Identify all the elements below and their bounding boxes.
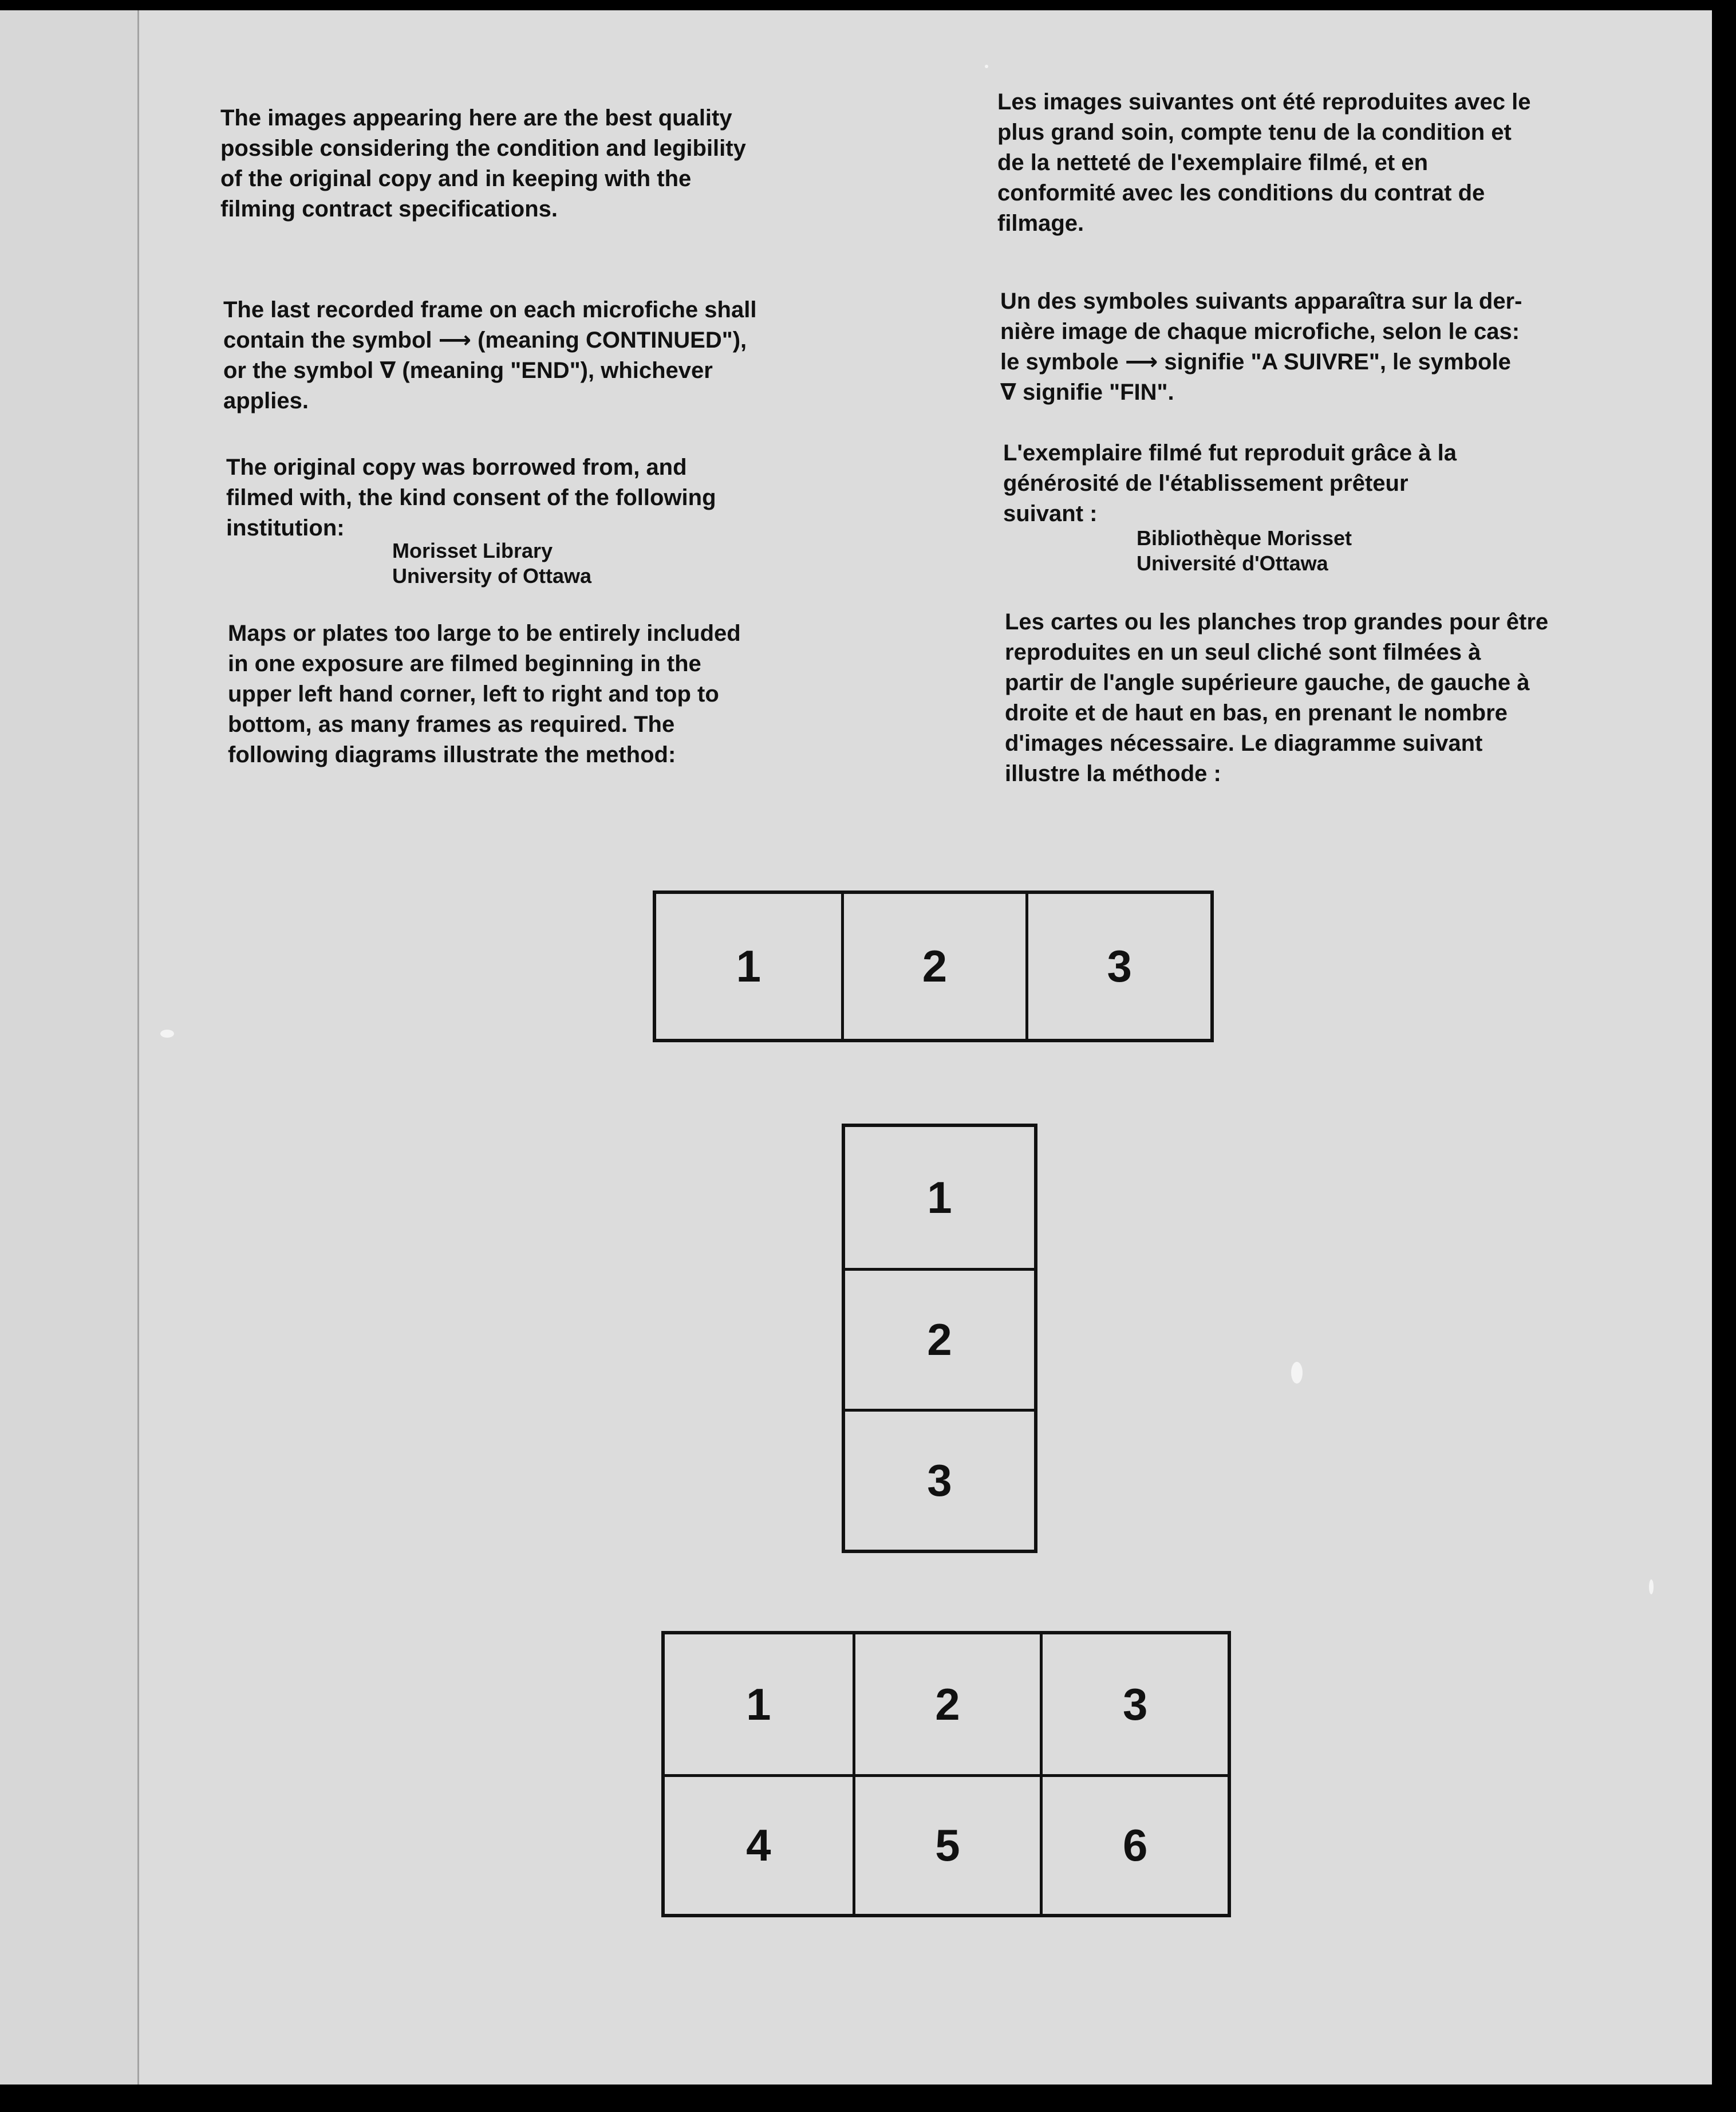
dust-speck bbox=[160, 1030, 174, 1038]
frame-cell: 2 bbox=[853, 1634, 1040, 1774]
french-borrowed-note: L'exemplaire filmé fut reproduit grâce à la générosité de l'établissement prêteur suivant : bbox=[1003, 440, 1457, 526]
diagram-vertical-frames bbox=[842, 1124, 1037, 1553]
film-border-right bbox=[1712, 0, 1736, 2112]
french-maps-note: Les cartes ou les planches trop grandes pour être reproduites en un seul cliché sont filmées à partir de l'angle supérieure gauche, de gauche à droite et de haut en bas, en prenant le nombre d'images nécessaire. Le diagramme suivant illustre la méthode : bbox=[1005, 609, 1549, 786]
frame-cell: 6 bbox=[1040, 1774, 1228, 1914]
frame-cell: 2 bbox=[845, 1268, 1034, 1409]
frame-cell: 3 bbox=[1040, 1634, 1228, 1774]
english-symbol-note: The last recorded frame on each microfiche shall contain the symbol ⟶ (meaning CONTINUED"), or the symbol ∇ (meaning "END"), whichever applies. bbox=[223, 297, 757, 413]
frame-cell: 4 bbox=[665, 1774, 853, 1914]
frame-cell: 5 bbox=[853, 1774, 1040, 1914]
frame-cell: 1 bbox=[927, 1172, 952, 1223]
diagram-block-frames bbox=[661, 1631, 1231, 1917]
english-borrowed-note: The original copy was borrowed from, and filmed with, the kind consent of the following institution: bbox=[226, 455, 716, 541]
frame-cell: 1 bbox=[746, 1678, 771, 1729]
english-institution: Morisset Library University of Ottawa bbox=[392, 539, 592, 588]
french-quality-note: Les images suivantes ont été reproduites avec le plus grand soin, compte tenu de la condition et de la netteté de l'exemplaire filmé, et en conformité avec les conditions du contrat de filmage. bbox=[997, 89, 1531, 236]
frame-cell: 3 bbox=[845, 1409, 1034, 1550]
fold-line bbox=[137, 10, 139, 2085]
english-maps-note: Maps or plates too large to be entirely included in one exposure are filmed beginning in the upper left hand corner, left to right and top to bottom, as many frames as required. The following diagrams illustrate the method: bbox=[228, 621, 741, 767]
dust-speck bbox=[985, 65, 988, 68]
french-symbol-note: Un des symboles suivants apparaîtra sur la der- nière image de chaque microfiche, selon le cas: le symbole ⟶ signifie "A SUIVRE", le symbole ∇ signifie "FIN". bbox=[1000, 289, 1522, 405]
dust-speck bbox=[1649, 1579, 1654, 1594]
diagram-horizontal-frames bbox=[653, 890, 1214, 1042]
paper-left-margin bbox=[0, 10, 137, 2085]
film-border-bottom bbox=[0, 2085, 1736, 2112]
french-institution: Bibliothèque Morisset Université d'Ottawa bbox=[1137, 526, 1352, 575]
english-quality-note: The images appearing here are the best quality possible considering the condition and legibility of the original copy and in keeping with the filming contract specifications. bbox=[220, 105, 746, 222]
dust-speck bbox=[1291, 1362, 1303, 1384]
frame-cell: 2 bbox=[841, 894, 1026, 1039]
frame-cell: 3 bbox=[1025, 894, 1210, 1039]
frame-cell: 1 bbox=[736, 941, 762, 991]
film-border-top bbox=[0, 0, 1736, 10]
